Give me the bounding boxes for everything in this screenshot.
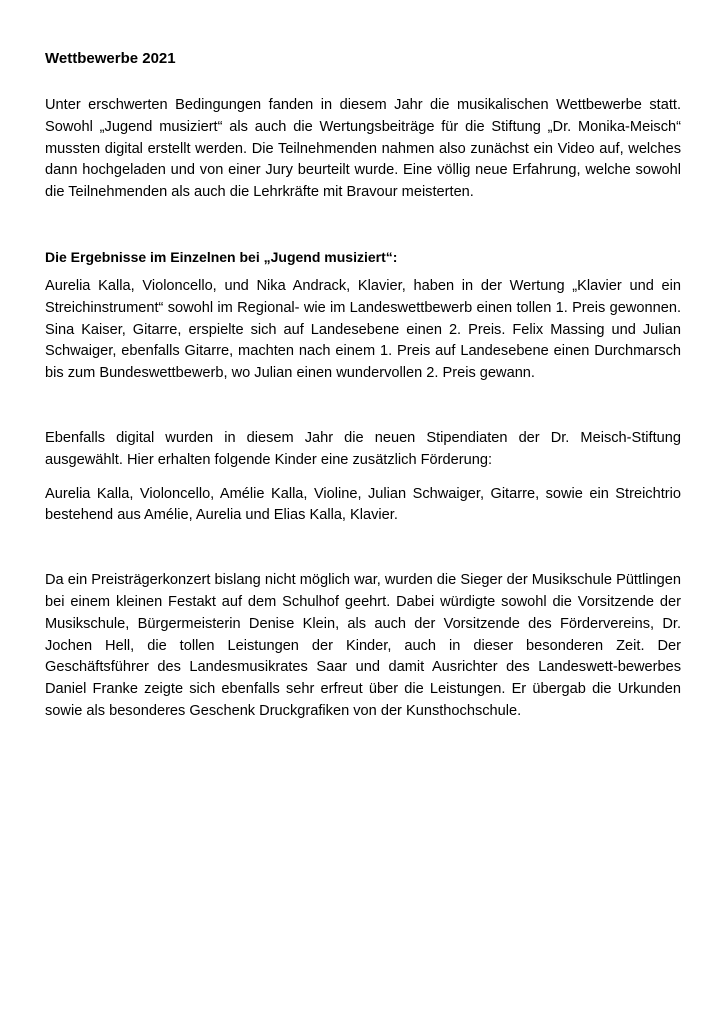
intro-paragraph: Unter erschwerten Bedingungen fanden in diesem Jahr die musikalischen Wettbewerbe statt. Sowohl „Jugend musiziert“ als auch die Wertungsbeiträge für die Stiftung „Dr. Monika-Meisch“ mussten digital erstellt werden. Die Teilnehmenden nahmen also zunächst ein Video auf, welches dann hochgeladen und von einer Jury beurteilt wurde. Eine völlig neue Erfahrung, welche sowohl die Teilnehmenden als auch die Lehrkräfte mit Bravour meisterten.	[45, 97, 681, 201]
scholarship-list-paragraph: Aurelia Kalla, Violoncello, Amélie Kalla, Violine, Julian Schwaiger, Gitarre, sowie ein Streichtrio bestehend aus Amélie, Aurelia und Elias Kalla, Klavier.	[45, 485, 681, 524]
scholarship-intro-paragraph: Ebenfalls digital wurden in diesem Jahr die neuen Stipendiaten der Dr. Meisch-Stiftung ausgewählt. Hier erhalten folgende Kinder eine zusätzlich Förderung:	[45, 429, 681, 468]
results-heading: Die Ergebnisse im Einzelnen bei „Jugend musiziert“:	[45, 248, 398, 265]
page-title: Wettbewerbe 2021	[45, 50, 176, 67]
document-page	[45, 44, 681, 723]
results-paragraph: Aurelia Kalla, Violoncello, und Nika Andrack, Klavier, haben in der Wertung „Klavier und ein Streichinstrument“ sowohl im Regional- wie im Landeswettbewerb einen tollen 1. Preis gewonnen. Sina Kaiser, Gitarre, erspielte sich auf Landesebene einen 2. Preis. Felix Massing und Julian Schwaiger, ebenfalls Gitarre, machten nach einem 1. Preis auf Landesebene einen Durchmarsch bis zum Bundeswettbewerb, wo Julian einen wundervollen 2. Preis gewann.	[45, 277, 681, 382]
ceremony-paragraph: Da ein Preisträgerkonzert bislang nicht möglich war, wurden die Sieger der Musikschule Püttlingen bei einem kleinen Festakt auf dem Schulhof geehrt. Dabei würdigte sowohl die Vorsitzende der Musikschule, Bürgermeisterin Denise Klein, als auch der Vorsitzende des Fördervereins, Dr. Jochen Hell, die tollen Leistungen der Kinder, auch in dieser besonderen Zeit. Der Geschäftsführer des Landesmusikrates Saar und damit Ausrichter des Landeswett-bewerbes Daniel Franke zeigte sich ebenfalls sehr erfreut über die Leistungen. Er übergab die Urkunden sowie als besonderes Geschenk Druckgrafiken von der Kunsthochschule.	[45, 572, 681, 719]
